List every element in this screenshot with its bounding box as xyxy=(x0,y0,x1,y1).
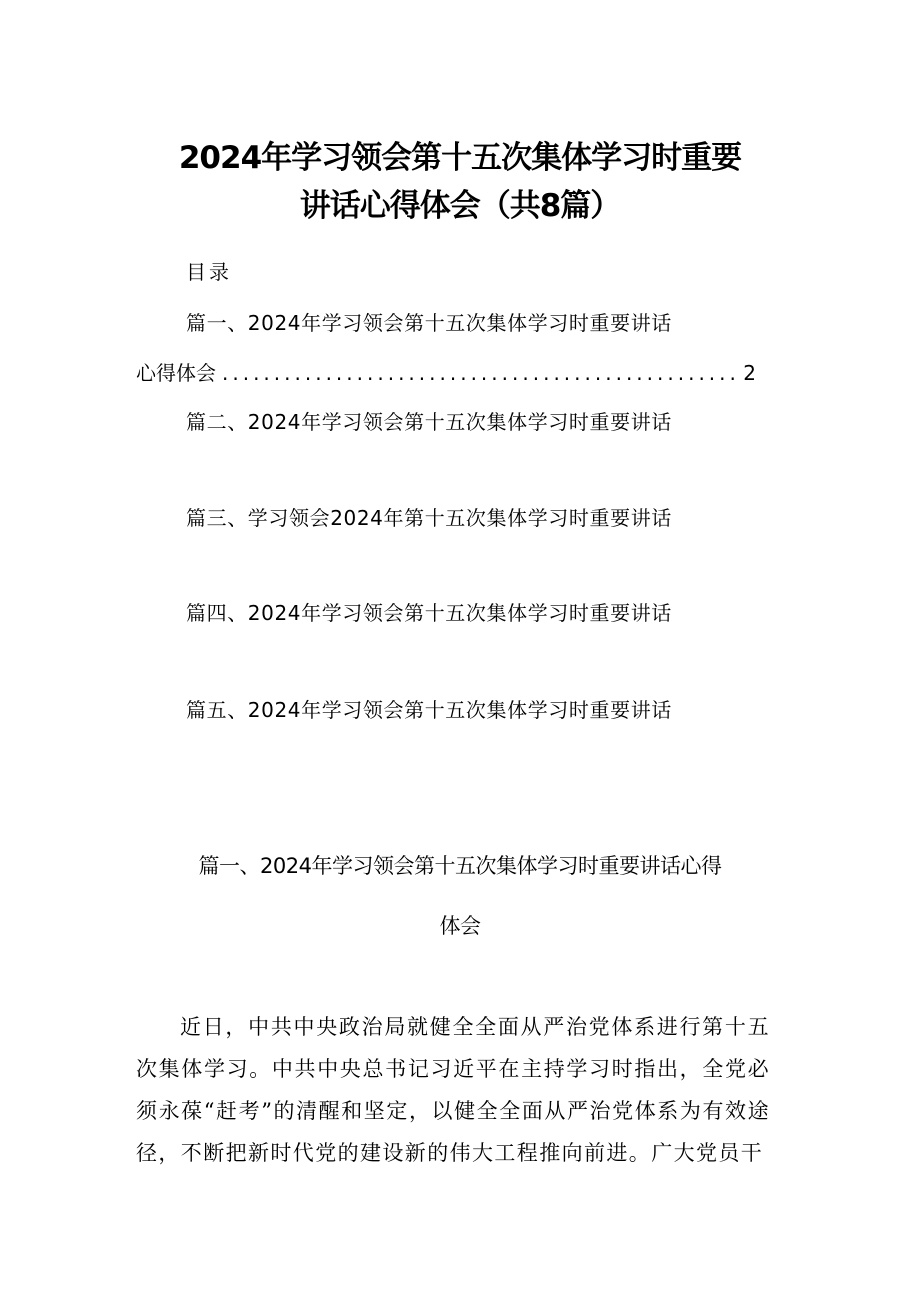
toc-heading: 目录 xyxy=(186,260,232,284)
section-1-paragraph: 近日，中共中央政治局就健全全面从严治党体系进行第十五次集体学习。中共中央总书记习近平在主持学习时指出，全党必须永葆“赶考”的清醒和坚定，以健全全面从严治党体系为有效途径，不断把新时代党的建设新的伟大工程推向前进。广大党员干 xyxy=(136,1015,770,1165)
section-1-title-line-1: 篇一、2024年学习领会第十五次集体学习时重要讲话心得 xyxy=(198,854,722,878)
toc-entry-1-continuation xyxy=(136,359,756,387)
toc-entry-1-page-number: 2 xyxy=(743,361,756,385)
toc-entry-4: 篇四、2024年学习领会第十五次集体学习时重要讲话 xyxy=(186,601,672,625)
toc-dot-leader xyxy=(222,359,737,387)
toc-entry-1-continuation-text: 心得体会 xyxy=(136,361,216,385)
toc-entry-3: 篇三、学习领会2024年第十五次集体学习时重要讲话 xyxy=(186,506,672,530)
toc-entry-1: 篇一、2024年学习领会第十五次集体学习时重要讲话 xyxy=(186,311,672,335)
document-title-line-2: 讲话心得体会（共8篇） xyxy=(299,188,621,224)
document-title-line-1: 2024年学习领会第十五次集体学习时重要 xyxy=(178,140,742,176)
toc-entry-5: 篇五、2024年学习领会第十五次集体学习时重要讲话 xyxy=(186,698,672,722)
toc-entry-2: 篇二、2024年学习领会第十五次集体学习时重要讲话 xyxy=(186,410,672,434)
section-1-title-line-2: 体会 xyxy=(439,914,481,938)
